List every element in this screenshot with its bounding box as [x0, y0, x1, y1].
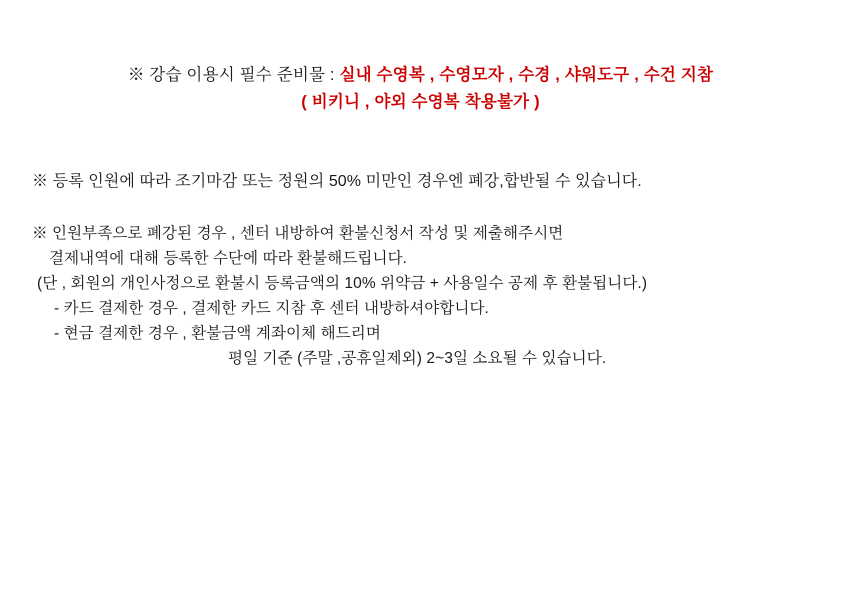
refund-notice-line-1: ※ 인원부족으로 폐강된 경우 , 센터 내방하여 환불신청서 작성 및 제출해주시면: [32, 225, 564, 242]
required-items-prefix: ※ 강습 이용시 필수 준비물 :: [127, 66, 340, 84]
required-items-subnote: ( 비키니 , 야외 수영복 착용불가 ): [301, 93, 540, 111]
refund-notice-line-2: 결제내역에 대해 등록한 수단에 따라 환불해드립니다.: [49, 250, 408, 267]
required-items-line: [0, 62, 841, 88]
required-items-highlight: 실내 수영복 , 수영모자 , 수경 , 샤워도구 , 수건 지참: [339, 66, 714, 84]
required-items-notice: [0, 62, 841, 116]
refund-notice-line-6: 평일 기준 (주말 ,공휴일제외) 2~3일 소요될 수 있습니다.: [228, 350, 607, 367]
refund-notice-line-4: - 카드 결제한 경우 , 결제한 카드 지참 후 센터 내방하셔야합니다.: [54, 300, 489, 317]
enrollment-notice-text: ※ 등록 인원에 따라 조기마감 또는 정원의 50% 미만인 경우엔 폐강,합반될 수 있습니다.: [32, 173, 642, 190]
refund-notice-line-3: (단 , 회원의 개인사정으로 환불시 등록금액의 10% 위약금 + 사용일수 공제 후 환불됩니다.): [37, 275, 648, 292]
refund-notice: [32, 221, 832, 371]
enrollment-notice: [32, 170, 822, 194]
refund-notice-line-5: - 현금 결제한 경우 , 환불금액 계좌이체 해드리며: [54, 325, 381, 342]
